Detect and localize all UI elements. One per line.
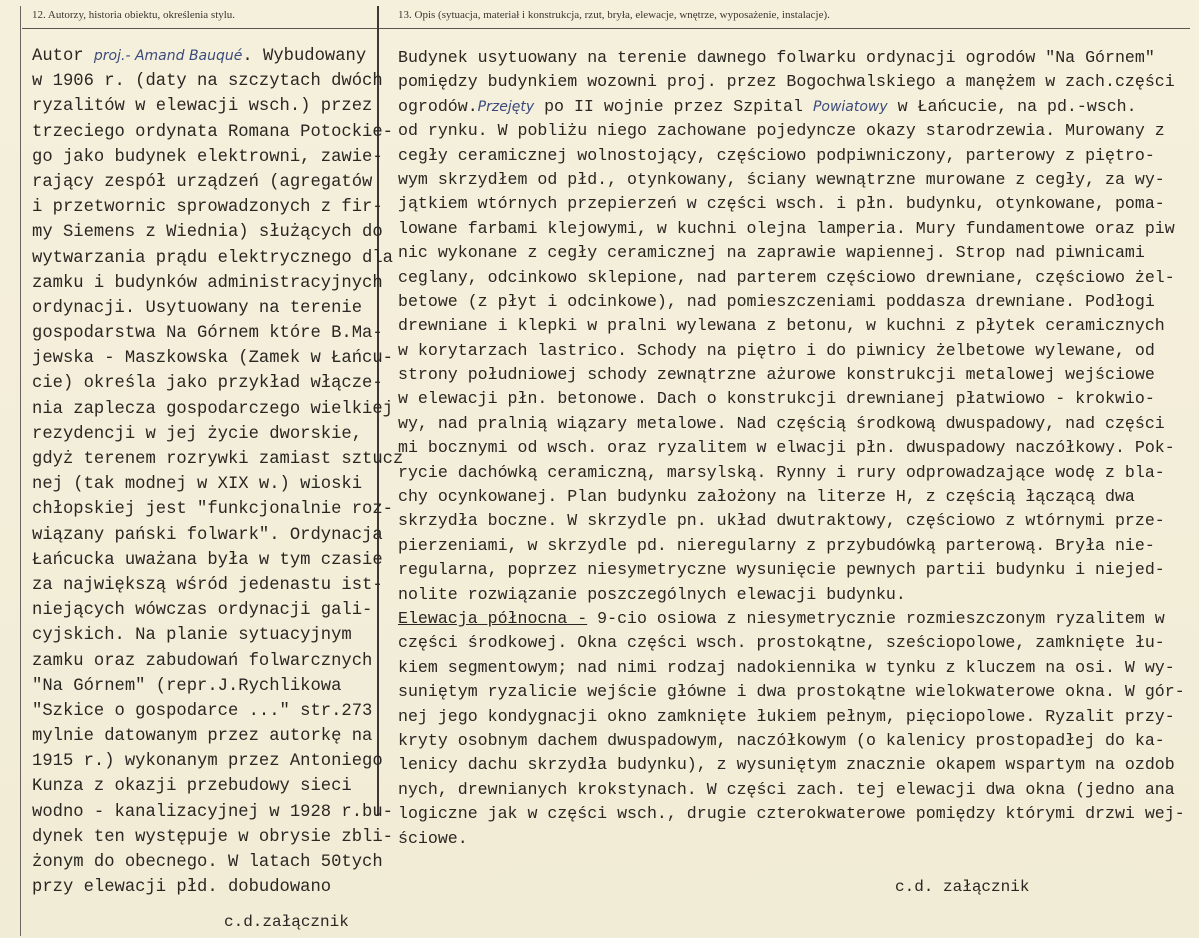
text-line: suniętym ryzalicie wejście główne i dwa prostokątne wielokwaterowe okna. W gór- [398, 682, 1185, 702]
text-line: strony południowej schody zewnątrzne ażurowe konstrukcji metalowej wejściowe [398, 365, 1155, 385]
text-line: cegły ceramicznej wolnostojący, częściowo podpiwniczony, parterowy z piętro- [398, 145, 1155, 165]
text-line: w 1906 r. (daty na szczytach dwóch [32, 72, 383, 92]
text-line: chłopskiej jest "funkcjonalnie roz- [32, 500, 393, 520]
text-line: wy, nad pralnią wiązary metalowe. Nad częścią środkową dwuspadowy, nad części [398, 413, 1165, 433]
continuation-note-left: c.d.załącznik [224, 913, 349, 931]
text-line: części środkowej. Okna części wsch. prostokątne, sześciopolowe, zamknięte łu- [398, 633, 1165, 653]
text-line: wytwarzania prądu elektrycznego dla [32, 248, 393, 268]
line-text: Autor [32, 47, 94, 66]
text-line: nej jego kondygnacji okno zamknięte łukiem pełnym, pięciopolowe. Ryzalit przy- [398, 706, 1175, 726]
text-line: go jako budynek elektrowni, zawie- [32, 147, 383, 167]
text-line: Kunza z okazji przebudowy sieci [32, 777, 352, 797]
text-line: jątkiem wtórnych przepierzeń w części wsch. i płn. budynku, otynkowane, poma- [398, 194, 1165, 214]
text-line: żonym do obecnego. W latach 50tych [32, 853, 383, 872]
header-rule [22, 28, 1190, 29]
text-line: nych, drewnianych krokstynach. W części zach. tej elewacji dwa okna (jedno ana [398, 779, 1175, 799]
text-line: niejących wówczas ordynacji gali- [32, 601, 373, 621]
text-line: wiązany pański folwark". Ordynacja [32, 525, 383, 545]
text-line: zamku i budynków administracyjnych [32, 273, 383, 293]
right-text-lines-c [398, 631, 1198, 851]
text-line: drewniane i klepki w pralni wylewana z betonu, w kuchni z płytek ceramicznych [398, 316, 1165, 336]
text-line: lowane farbami klejowymi, w kuchni olejna lamperia. Mury fundamentowe oraz piw [398, 218, 1175, 238]
text-line: ryzalitów w elewacji wsch.) przez [32, 97, 373, 117]
left-margin-line [20, 6, 21, 936]
text-line: za największą wśród jedenastu ist- [32, 575, 383, 595]
text-line: przy elewacji płd. dobudowano [32, 878, 332, 898]
section-13-header: 13. Opis (sytuacja, materiał i konstrukcja, rzut, bryła, elewacje, wnętrze, wyposażenie, instalacje). [398, 9, 830, 21]
text-line: Budynek usytuowany na terenie dawnego folwarku ordynacji ogrodów "Na Górnem" [398, 48, 1155, 67]
text-line: nia zaplecza gospodarczego wielkiej [32, 399, 393, 419]
text-line: wodno - kanalizacyjnej w 1928 r.bu- [32, 802, 393, 822]
text-line: mi bocznymi od wsch. oraz ryzalitem w elwacji płn. dwuspadowy naczółkowy. Pok- [398, 438, 1175, 458]
text-line: ordynacji. Usytuowany na terenie [32, 298, 363, 318]
text-line: regularna, poprzez niesymetryczne wysunięcie pewnych partii budynku i niejed- [398, 560, 1165, 580]
text-line: wym skrzydłem od płd., otynkowany, ściany wewnątrzne murowane z cegły, za wy- [398, 169, 1165, 189]
text-line: zamku oraz zabudowań folwarcznych [32, 651, 373, 671]
right-text-lines-b [398, 119, 1198, 607]
text-line: jewska - Maszkowska (Zamek w Łańcu- [32, 349, 393, 369]
text-line: dynek ten występuje w obrysie zbli- [32, 827, 393, 847]
text-line: kiem segmentowym; nad nimi rodzaj nadokiennika w tynku z kluczem na osi. W wy- [398, 657, 1175, 677]
text-line: Łańcucka uważana była w tym czasie [32, 550, 383, 570]
text-line: od rynku. W pobliżu niego zachowane pojedyncze okazy starodrzewia. Murowany z [398, 121, 1165, 141]
text-line: mylnie datowanym przez autorkę na [32, 727, 373, 747]
text-line: cie) określa jako przykład włącze- [32, 374, 383, 394]
text-line: my Siemens z Wiednia) służących do [32, 223, 383, 243]
right-text-lines-a [398, 46, 1198, 95]
left-text-lines [32, 69, 404, 900]
text-line: gospodarstwa Na Górnem które B.Ma- [32, 324, 383, 344]
line-text: w Łańcucie, na pd.-wsch. [887, 96, 1137, 116]
section-heading: Elewacja północna - [398, 608, 588, 628]
text-line [398, 95, 1198, 119]
text-line [398, 607, 1198, 631]
handwritten-annotation: Przejęty [477, 98, 535, 115]
line-text: . Wybudowany [242, 47, 367, 66]
text-line: i przetwornic sprowadzonych z fir- [32, 198, 383, 218]
text-line: gdyż terenem rozrywki zamiast sztucz [32, 450, 404, 469]
text-line: ściowe. [398, 828, 468, 848]
handwritten-annotation: proj.- Amand Bauqué [93, 48, 243, 64]
text-line: chy ocynkowanej. Plan budynku założony na literze H, z częścią łączącą dwa [398, 487, 1135, 507]
line-text: 9-cio osiowa z niesymetrycznie rozmieszczonym ryzalitem w [587, 608, 1165, 628]
text-line: pomiędzy budynkiem wozowni proj. przez Bogochwalskiego a manężem w zach.części [398, 72, 1175, 92]
text-line: lenicy dachu skrzydła budynku), z wysuniętym znacznie okapem wspartym na ozdob [398, 755, 1175, 775]
text-line: ceglany, odcinkowo sklepione, nad parterem częściowo drewniane, częściowo żel- [398, 267, 1175, 287]
text-line: "Szkice o gospodarce ..." str.273 [32, 701, 373, 721]
text-line: nej (tak modnej w XIX w.) wioski [32, 475, 363, 495]
line-text: ogrodów. [398, 96, 478, 116]
text-line: pierzeniami, w skrzydle pd. nieregularny z przybudówką parterową. Bryła nie- [398, 535, 1155, 555]
text-line: nic wykonane z cegły ceramicznej na zaprawie wapiennej. Strop nad piwnicami [398, 243, 1145, 263]
text-line: kryty osobnym dachem dwuspadowym, naczółkowym (o kalenicy prostopadłej do ka- [398, 730, 1165, 750]
text-line: w elewacji płn. betonowe. Dach o konstrukcji drewnianej płatwiowo - krokwio- [398, 389, 1155, 409]
text-line: betowe (z płyt i odcinkowe), nad pomieszczeniami poddasza drewniane. Podłogi [398, 291, 1155, 311]
authors-history-column [32, 44, 404, 900]
text-line [32, 44, 377, 69]
handwritten-annotation: Powiatowy [812, 98, 888, 115]
text-line: skrzydła boczne. W skrzydle pn. układ dwutraktowy, częściowo z wtórnymi prze- [398, 511, 1165, 531]
continuation-note-right: c.d. załącznik [895, 878, 1030, 896]
section-12-header: 12. Autorzy, historia obiektu, określenia stylu. [32, 9, 236, 21]
text-line: cyjskich. Na planie sytuacyjnym [32, 626, 352, 646]
text-line: "Na Górnem" (repr.J.Rychlikowa [32, 676, 342, 696]
text-line: logiczne jak w części wsch., drugie czterokwaterowe pomiędzy którymi drzwi wej- [398, 804, 1185, 824]
text-line: rający zespół urządzeń (agregatów [32, 172, 373, 192]
text-line: trzeciego ordynata Romana Potockie- [32, 122, 393, 142]
text-line: w korytarzach lastrico. Schody na piętro i do piwnicy żelbetowe wylewane, od [398, 340, 1155, 360]
text-line: 1915 r.) wykonanym przez Antoniego [32, 752, 383, 772]
text-line: rycie dachówką ceramiczną, marsylską. Rynny i rury odprowadzające wodę z bla- [398, 462, 1165, 482]
text-line: rezydencji w jej życie dworskie, [32, 424, 363, 444]
line-text: po II wojnie przez Szpital [534, 96, 813, 116]
description-column [398, 46, 1198, 851]
text-line: nolite rozwiązanie poszczególnych elewacji budynku. [398, 584, 906, 604]
